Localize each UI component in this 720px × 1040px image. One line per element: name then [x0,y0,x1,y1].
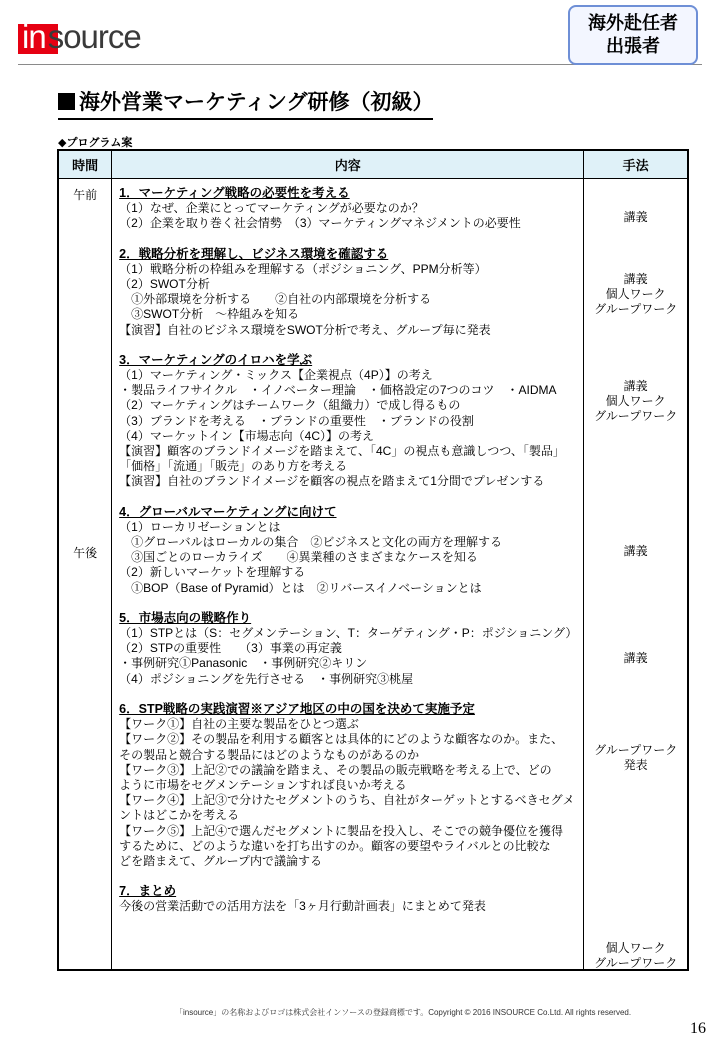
content-section [119,247,577,338]
method-label: 講義 [623,272,648,286]
badge-line-1: 海外赴任者 [588,13,678,34]
section-heading: 4．グローバルマーケティングに向けて [119,504,337,519]
section-heading: 5．市場志向の戦略作り [119,610,252,625]
method-label: グループワーク [594,302,678,317]
section-heading: 1．マーケティング戦略の必要性を考える [119,186,350,200]
method-entry [584,544,687,559]
section-line: その製品と競合する製品にはどのようなものがあるのか [119,747,420,762]
section-line: 「価格」「流通」「販売」のあり方を考える [119,459,348,474]
section-line: （1）なぜ、企業にとってマーケティングが必要なのか？ [119,201,424,216]
header-content: 内容 [112,150,584,179]
section-line: （1）STPとは（S：セグメンテーション、T：ターゲティング・P：ポジショニング） [119,626,578,641]
method-label: グループワーク [594,956,678,971]
method-label: 個人ワーク [605,941,666,955]
section-line: 【演習】自社のブランドイメージを顧客の視点を踏まえて1分間でプレゼンする [119,474,545,489]
time-cell [58,179,112,971]
method-entry [584,272,687,318]
time-pm: 午後 [73,546,98,560]
section-line: ①BOP（Base of Pyramid）とは ②リバースイノベーションとは [119,580,482,595]
table-header-row [58,150,688,179]
section-line: ントはどこかを考える [119,808,240,823]
section-line: （4）ポジショニングを先行させる ・事例研究③桃屋 [119,671,414,686]
section-line: ③SWOT分析 ～枠組みを知る [119,307,300,322]
section-line: 【演習】自社のビジネス環境をSWOT分析で考え、グループ毎に発表 [119,322,491,337]
section-line: （1）マーケティング・ミックス【企業視点（4P）】の考え [119,368,433,383]
method-label: 講義 [623,210,648,224]
section-heading: 2．戦略分析を理解し、ビジネス環境を確認する [119,246,389,261]
method-label: 講義 [623,544,648,558]
content-section [119,611,577,687]
title-square-icon [58,93,75,110]
method-label: 個人ワーク [605,287,666,302]
program-label: ◆プログラム案 [58,136,133,149]
page-title-text: 海外営業マーケティング研修（初級） [79,90,434,114]
content-cell [112,179,584,971]
section-line: （2）マーケティングはチームワーク（組織力）で成し得るもの [119,398,461,413]
section-line: どを踏まえて、グループ内で議論する [119,853,322,868]
method-label: グループワーク [594,409,678,424]
section-line: ・製品ライフサイクル ・イノベーター理論 ・価格設定の7つのコツ ・AIDMA [119,383,557,398]
section-line: ・事例研究①Panasonic ・事例研究②キリン [119,656,368,671]
method-entry [584,379,687,425]
method-cell [584,179,688,971]
copyright-footer: 「insource」の名称およびロゴは株式会社インソースの登録商標です。Copyright © 2016 INSOURCE Co.Ltd. All rights reserved. [175,1008,632,1017]
section-line: （3）ブランドを考える ・ブランドの重要性 ・ブランドの役割 [119,413,474,428]
audience-badge [568,5,698,65]
section-line: ③国ごとのローカライズ ④異業種のさまざまなケースを知る [119,550,478,565]
page-title [58,86,433,120]
section-heading: 3．マーケティングのイロハを学ぶ [119,352,313,367]
program-table [57,149,689,971]
method-label: 個人ワーク [605,394,666,409]
section-line: （2）SWOT分析 [119,277,210,292]
logo-text [22,18,141,56]
content-section [119,884,577,914]
method-label: グループワーク [594,743,678,757]
section-line: （2）新しいマーケットを理解する [119,565,306,580]
content-section [119,702,577,869]
section-line: （2）企業を取り巻く社会情勢 （3）マーケティングマネジメントの必要性 [119,216,521,231]
header-method: 手法 [584,150,688,179]
method-list [584,179,687,969]
page-number: 16 [690,1020,706,1037]
method-label: 講義 [623,651,648,665]
section-line: 今後の営業活動での活用方法を「3ヶ月行動計画表」にまとめて発表 [119,899,486,914]
table-body-row [58,179,688,971]
method-entry [584,743,687,773]
method-label: 講義 [623,379,648,393]
section-line: ように市場をセグメンテーションすれば良いか考える [119,777,407,792]
badge-line-2: 出張者 [606,36,660,57]
section-line: 【ワーク③】上記②での議論を踏まえ、その製品の販売戦略を考える上で、どの [119,762,552,777]
section-line: 【演習】顧客のブランドイメージを踏まえて、「4C」の視点も意識しつつ、「製品」 [119,444,565,459]
logo-in: in [22,18,46,55]
section-heading: 7．まとめ [119,884,177,899]
section-line: ①グローバルはローカルの集合 ②ビジネスと文化の両方を理解する [119,535,502,550]
time-am: 午前 [73,188,98,202]
section-line: 【ワーク⑤】上記④で選んだセグメントに製品を投入し、そこでの競争優位を獲得 [119,823,564,838]
section-line: 【ワーク①】自社の主要な製品をひとつ選ぶ [119,717,359,732]
method-entry [584,210,687,225]
content-section [119,505,577,596]
section-line: （1）ローカリゼーションとは [119,519,281,534]
header-time: 時間 [58,150,112,179]
section-line: ①外部環境を分析する ②自社の内部環境を分析する [119,292,432,307]
section-line: （2）STPの重要性 （3）事業の再定義 [119,641,342,656]
content-list [112,179,583,921]
logo-source: source [47,18,141,55]
method-label: 発表 [623,758,648,773]
method-entry [584,651,687,666]
content-section [119,186,577,232]
content-section [119,353,577,490]
section-line: するために、どのような違いを打ち出すのか。顧客の要望やライバルとの比較な [119,838,551,853]
section-line: 【ワーク④】上記③で分けたセグメントのうち、自社がターゲットとするべきセグメ [119,793,575,808]
method-entry [584,941,687,971]
section-line: 【ワーク②】その製品を利用する顧客とは具体的にどのような顧客なのか。また、 [119,732,564,747]
section-line: （1）戦略分析の枠組みを理解する（ポジショニング、PPM分析等） [119,261,487,276]
section-heading: 6．STP戦略の実践演習※アジア地区の中の国を決めて実施予定 [119,701,475,716]
section-line: （4）マーケットイン【市場志向（4C）】の考え [119,428,374,443]
